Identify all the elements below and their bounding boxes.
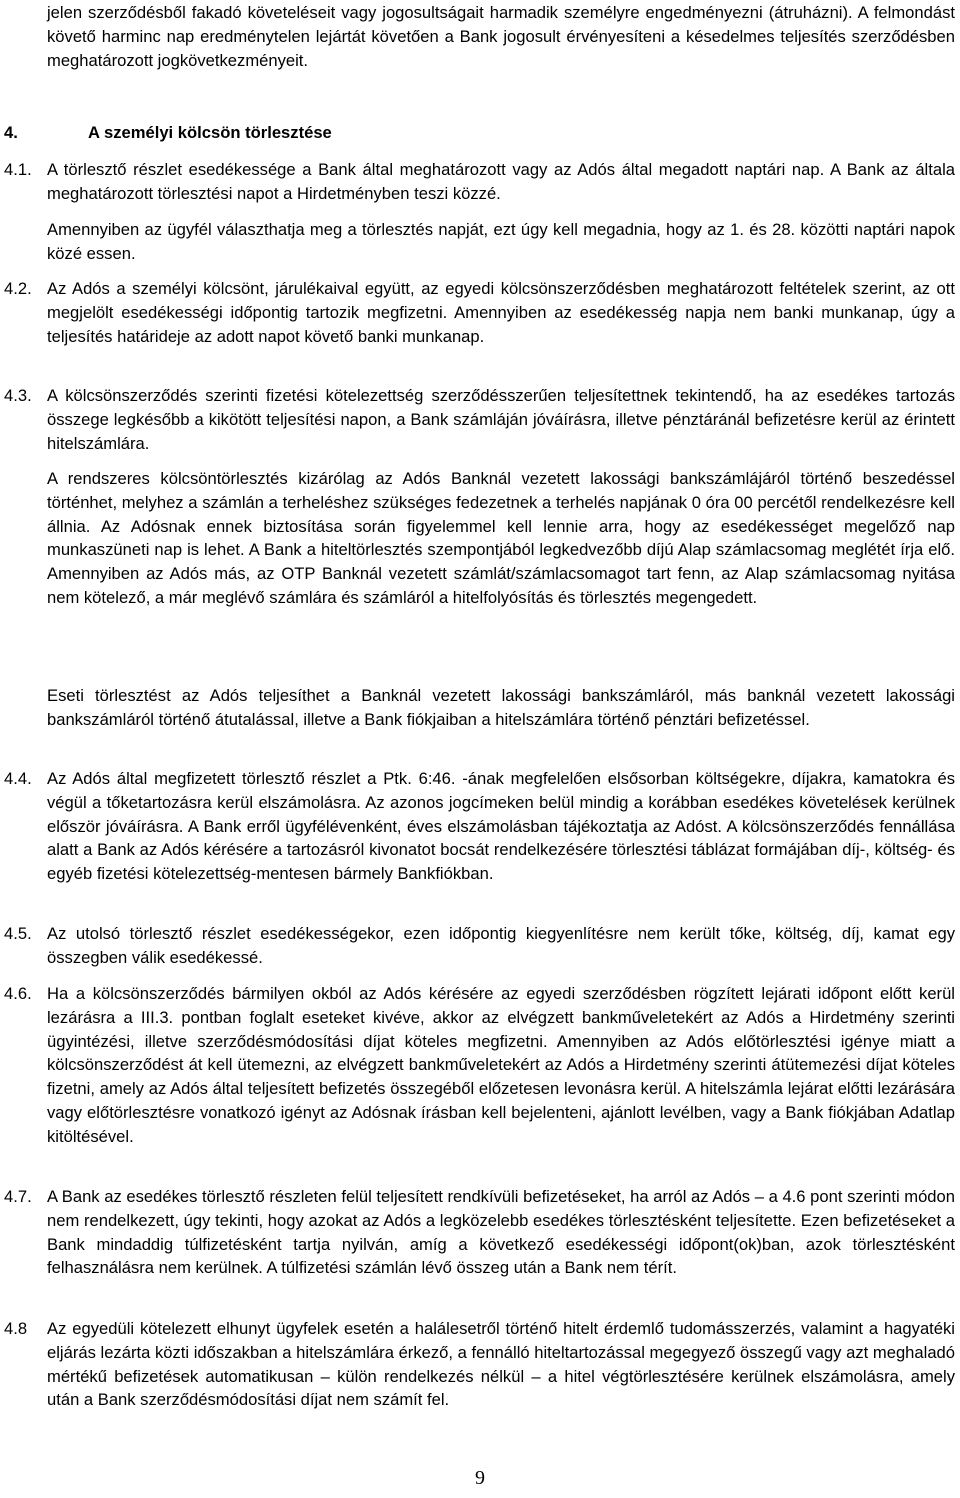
item-4-4 [4, 767, 955, 886]
section-heading [4, 121, 332, 145]
item-4-1 [4, 158, 955, 206]
item-number: 4.4. [4, 769, 32, 788]
section-title: A személyi kölcsön törlesztése [88, 123, 332, 142]
item-text: A törlesztő részlet esedékessége a Bank által meghatározott vagy az Adós által megadott naptári nap. A Bank az általa meghatározott törlesztési napot a Hirdetményben teszi közzé. [47, 160, 955, 203]
item-4-8 [4, 1317, 955, 1412]
item-4-5 [4, 922, 955, 970]
item-4-3-extra2: Eseti törlesztést az Adós teljesíthet a Banknál vezetett lakossági bankszámláról, más banknál vezetett lakossági bankszámláról történő átutalással, illetve a Bank fiókjaiban a hitelszámlára történő pénztári befizetéssel. [47, 686, 955, 729]
item-number: 4.8 [4, 1319, 28, 1338]
item-4-2 [4, 277, 955, 348]
item-text: Az egyedüli kötelezett elhunyt ügyfelek esetén a halálesetről történő hitelt érdemlő tudomásszerzés, valamint a hagyatéki eljárás lezárta közti időszakban a hitelszámlára érkező, a fennálló hiteltartozással megegyező összegű vagy azt meghaladó mértékű befizetések automatikusan – külön rendelkezés nélkül – a hitel végtörlesztésére kerülnek elszámolásra, amely után a Bank szerződésmódosítási díjat nem számít fel. [47, 1319, 955, 1410]
item-text: Az utolsó törlesztő részlet esedékességekor, ezen időpontig kiegyenlítésre nem került tőke, költség, díj, kamat egy összegben válik esedékessé. [47, 924, 955, 967]
item-number: 4.5. [4, 924, 32, 943]
item-number: 4.6. [4, 984, 32, 1003]
item-number: 4.3. [4, 386, 32, 405]
item-text: Ha a kölcsönszerződés bármilyen okból az Adós kérésére az egyedi szerződésben rögzített lejárati időpont előtt kerül lezárásra a III.3. pontban foglalt eseteket kivéve, akkor az elvégzett bankműveletekért az Adós a Hirdetmény szerinti ügyintézési, illetve szerződésmódosítási díjat köteles megfizetni. Amennyiben az Adós előtörlesztési igénye miatt a kölcsönszerződést át kell ütemezni, az elvégzett bankműveletekért az Adós a Hirdetmény szerinti átütemezési díjat köteles fizetni, amely az Adós által teljesített befizetés összegéből előzetesen levonásra kerül. A hitelszámla lejárat előtti lezárására vagy előtörlesztésre vonatkozó igényt az Adósnak írásban kell bejelenteni, ajánlott levélben, vagy a Bank fiókjában Adatlap kitöltésével. [47, 984, 955, 1146]
item-number: 4.1. [4, 160, 32, 179]
item-4-1-extra: Amennyiben az ügyfél választhatja meg a törlesztés napját, ezt úgy kell megadnia, hogy az 1. és 28. közötti naptári napok közé essen. [47, 220, 955, 263]
item-text: Az Adós a személyi kölcsönt, járulékaival együtt, az egyedi kölcsönszerződésben meghatározott feltételek szerint, az ott megjelölt esedékességi időpontig tartozik megfizetni. Amennyiben az esedékesség napja nem banki munkanap, úgy a teljesítés határideje az adott napot követő banki munkanap. [47, 279, 955, 346]
item-number: 4.2. [4, 279, 32, 298]
item-number: 4.7. [4, 1187, 32, 1206]
item-text: A Bank az esedékes törlesztő részleten felül teljesített rendkívüli befizetéseket, ha arról az Adós – a 4.6 pont szerinti módon nem rendelkezett, úgy tekinti, hogy azokat az Adós a legközelebb esedékes törlesztésként teljesítette. Ezen befizetéseket a Bank mindaddig túlfizetésként tartja nyilván, amíg a következő esedékességi időpont(ok)ban, azok törlesztésként felhasználásra nem kerülnek. A túlfizetési számlán lévő összeg után a Bank nem térít. [47, 1187, 955, 1278]
item-text: Az Adós által megfizetett törlesztő részlet a Ptk. 6:46. -ának megfelelően elsősorban költségekre, díjakra, kamatokra és végül a tőketartozásra kerül elszámolásra. Az azonos jogcímeken belül mindig a korábban esedékes követelések kerülnek először jóváírásra. A Bank erről ügyfélévenként, éves elszámolásban tájékoztatja az Adóst. A kölcsönszerződés fennállása alatt a Bank az Adós kérésére a tartozásról kivonatot bocsát rendelkezésére törlesztési táblázat formájában díj-, költség- és egyéb fizetési kötelezettség-mentesen bármely Bankfiókban. [47, 769, 955, 884]
item-4-7 [4, 1185, 955, 1280]
item-text: A kölcsönszerződés szerinti fizetési kötelezettség szerződésszerűen teljesítettnek tekintendő, ha az esedékes tartozás összege legkésőbb a kikötött teljesítési napon, a Bank számláján jóváírásra, illetve pénztáránál befizetésre kerül az érintett hitelszámlára. [47, 386, 955, 453]
intro-paragraph: jelen szerződésből fakadó követeléseit vagy jogosultságait harmadik személyre engedményezni (átruházni). A felmondást követő harminc nap eredménytelen lejártát követően a Bank jogosult érvényesíteni a késedelmes teljesítés szerződésben meghatározott jogkövetkezményeit. [47, 3, 955, 70]
section-number: 4. [4, 123, 18, 142]
item-4-6 [4, 982, 955, 1149]
item-4-3-extra: A rendszeres kölcsöntörlesztés kizárólag az Adós Banknál vezetett lakossági bankszámlájáról történő beszedéssel történhet, melyhez a számlán a terheléshez szükséges fedezetnek a terhelés napjának 0 óra 00 percétől rendelkezésre kell állnia. Az Adósnak ennek biztosítása során figyelemmel kell lennie arra, hogy az esedékességet megelőző nap munkaszüneti nap is lehet. A Bank a hiteltörlesztés szempontjából legkedvezőbb díjú Alap számlacsomag meglétét írja elő. Amennyiben az Adós más, az OTP Banknál vezetett számlát/számlacsomagot tart fenn, az Alap számlacsomag nyitása nem kötelező, a már meglévő számlára és számláról a hitelfolyósítás és törlesztés megengedett. [47, 469, 955, 607]
page-number: 9 [475, 1467, 485, 1489]
item-4-3 [4, 384, 955, 455]
